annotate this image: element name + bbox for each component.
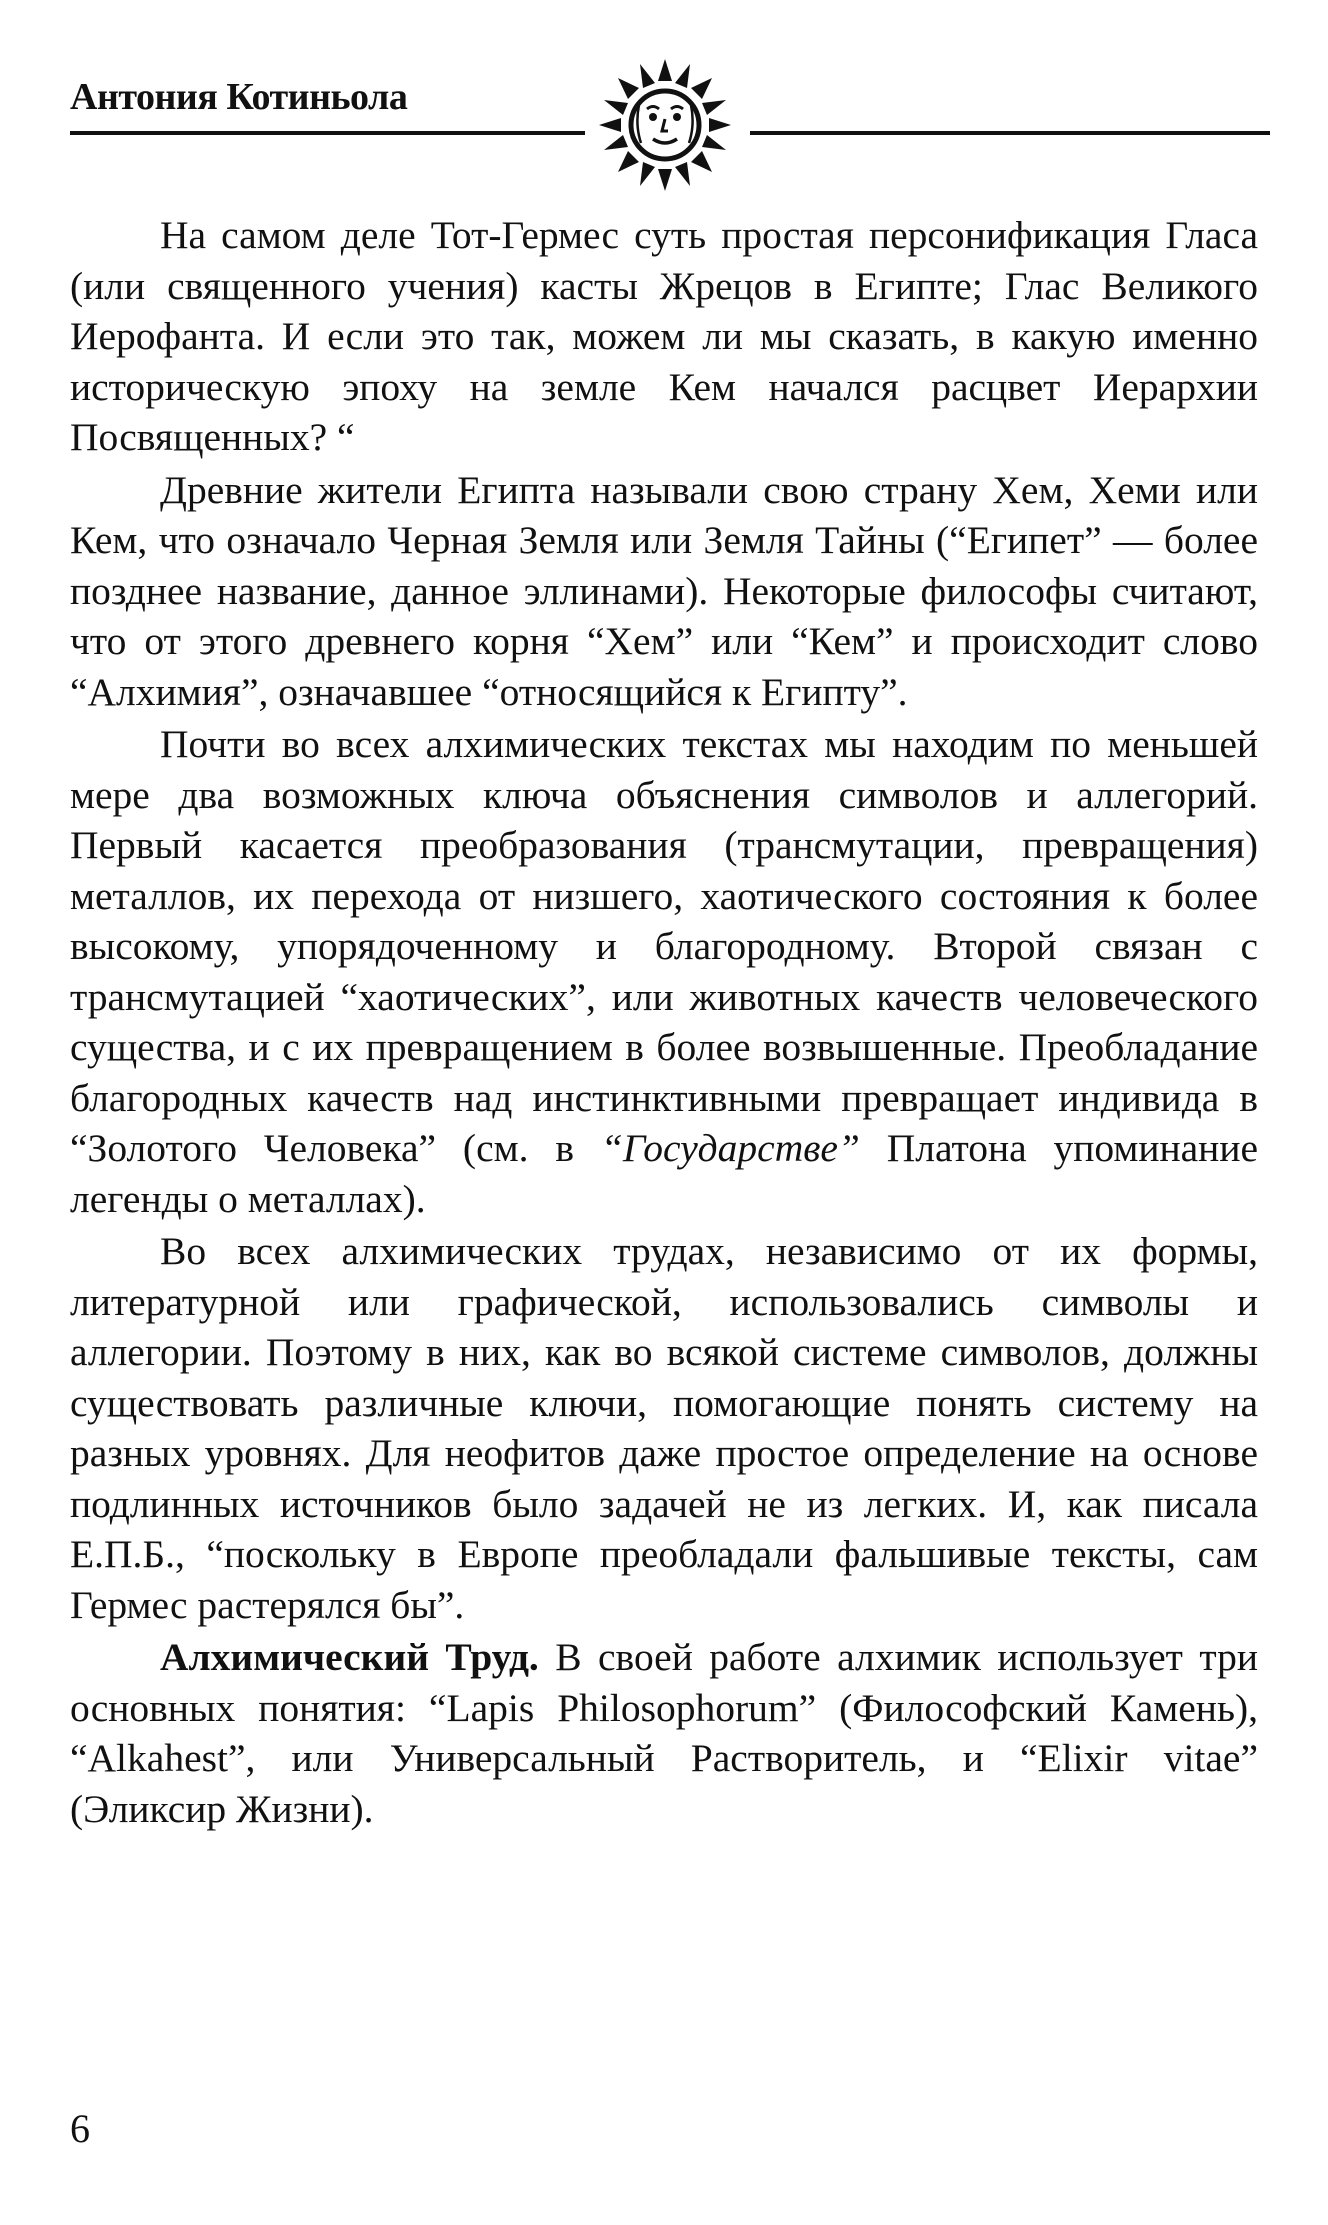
paragraph-1: На самом деле Тот-Гермес суть простая персонификация Гласа (или священного учения) касты Жрецов в Египте; Глас Великого Иерофанта. И если это так, можем ли мы сказать, в какую именно историческую эпоху на земле Кем начался расцвет Иерархии Посвященных? “: [70, 213, 1258, 459]
sun-face-icon: [590, 55, 740, 195]
paragraph-3-text: Почти во всех алхимических текстах мы находим по меньшей мере два возможных ключа объяснения символов и аллегорий. Первый касается преобразования (трансмутации, превращения) металлов, их перехода от низшего, хаотического состояния к более высокому, упорядоченному и благородному. Второй связан с трансмутацией “хаотических”, или животных качеств человеческого существа, и с их превращением в более возвышенные. Преобладание благородных качеств над инстинктивными превращает индивида в “Золотого Человека” (см. в: [70, 722, 1258, 1170]
paragraph-4: Во всех алхимических трудах, независимо от их формы, литературной или графической, использовались символы и аллегории. Поэтому в них, как во всякой системе символов, должны существовать различные ключи, помогающие понять систему на разных уровнях. Для неофитов даже простое определение на основе подлинных источников было задачей не из легких. И, как писала Е.П.Б., “поскольку в Европе преобладали фальшивые тексты, сам Гермес растерялся бы”.: [70, 1229, 1258, 1627]
header-rule-left: [70, 131, 585, 135]
paragraph-3-italic-title: “Государстве”: [600, 1126, 860, 1170]
page-number: 6: [70, 2106, 90, 2151]
section-heading: Алхимический Труд.: [160, 1635, 539, 1679]
paragraph-3: [70, 719, 1258, 1224]
paragraph-5: [70, 1632, 1258, 1834]
header-rule-right: [750, 131, 1270, 135]
paragraph-2: Древние жители Египта называли свою страну Хем, Хеми или Кем, что означало Черная Земля или Земля Тайны (“Египет” — более позднее название, данное эллинами). Некоторые философы считают, что от этого древнего корня “Хем” или “Кем” и происходит слово “Алхимия”, означавшее “относящийся к Египту”.: [70, 467, 1258, 714]
main-text: [70, 210, 1258, 1836]
paragraph-3-text-end: Платона упоминание легенды о металлах).: [70, 1126, 1258, 1221]
running-header: [70, 55, 1270, 205]
header-author: Антония Котиньола: [70, 76, 408, 118]
paragraph-5-text: В своей работе алхимик использует три основных понятия: “Lapis Philosophorum” (Философский Камень), “Alkahest”, или Универсальный Растворитель, и “Elixir vitae” (Эликсир Жизни).: [70, 1635, 1258, 1831]
